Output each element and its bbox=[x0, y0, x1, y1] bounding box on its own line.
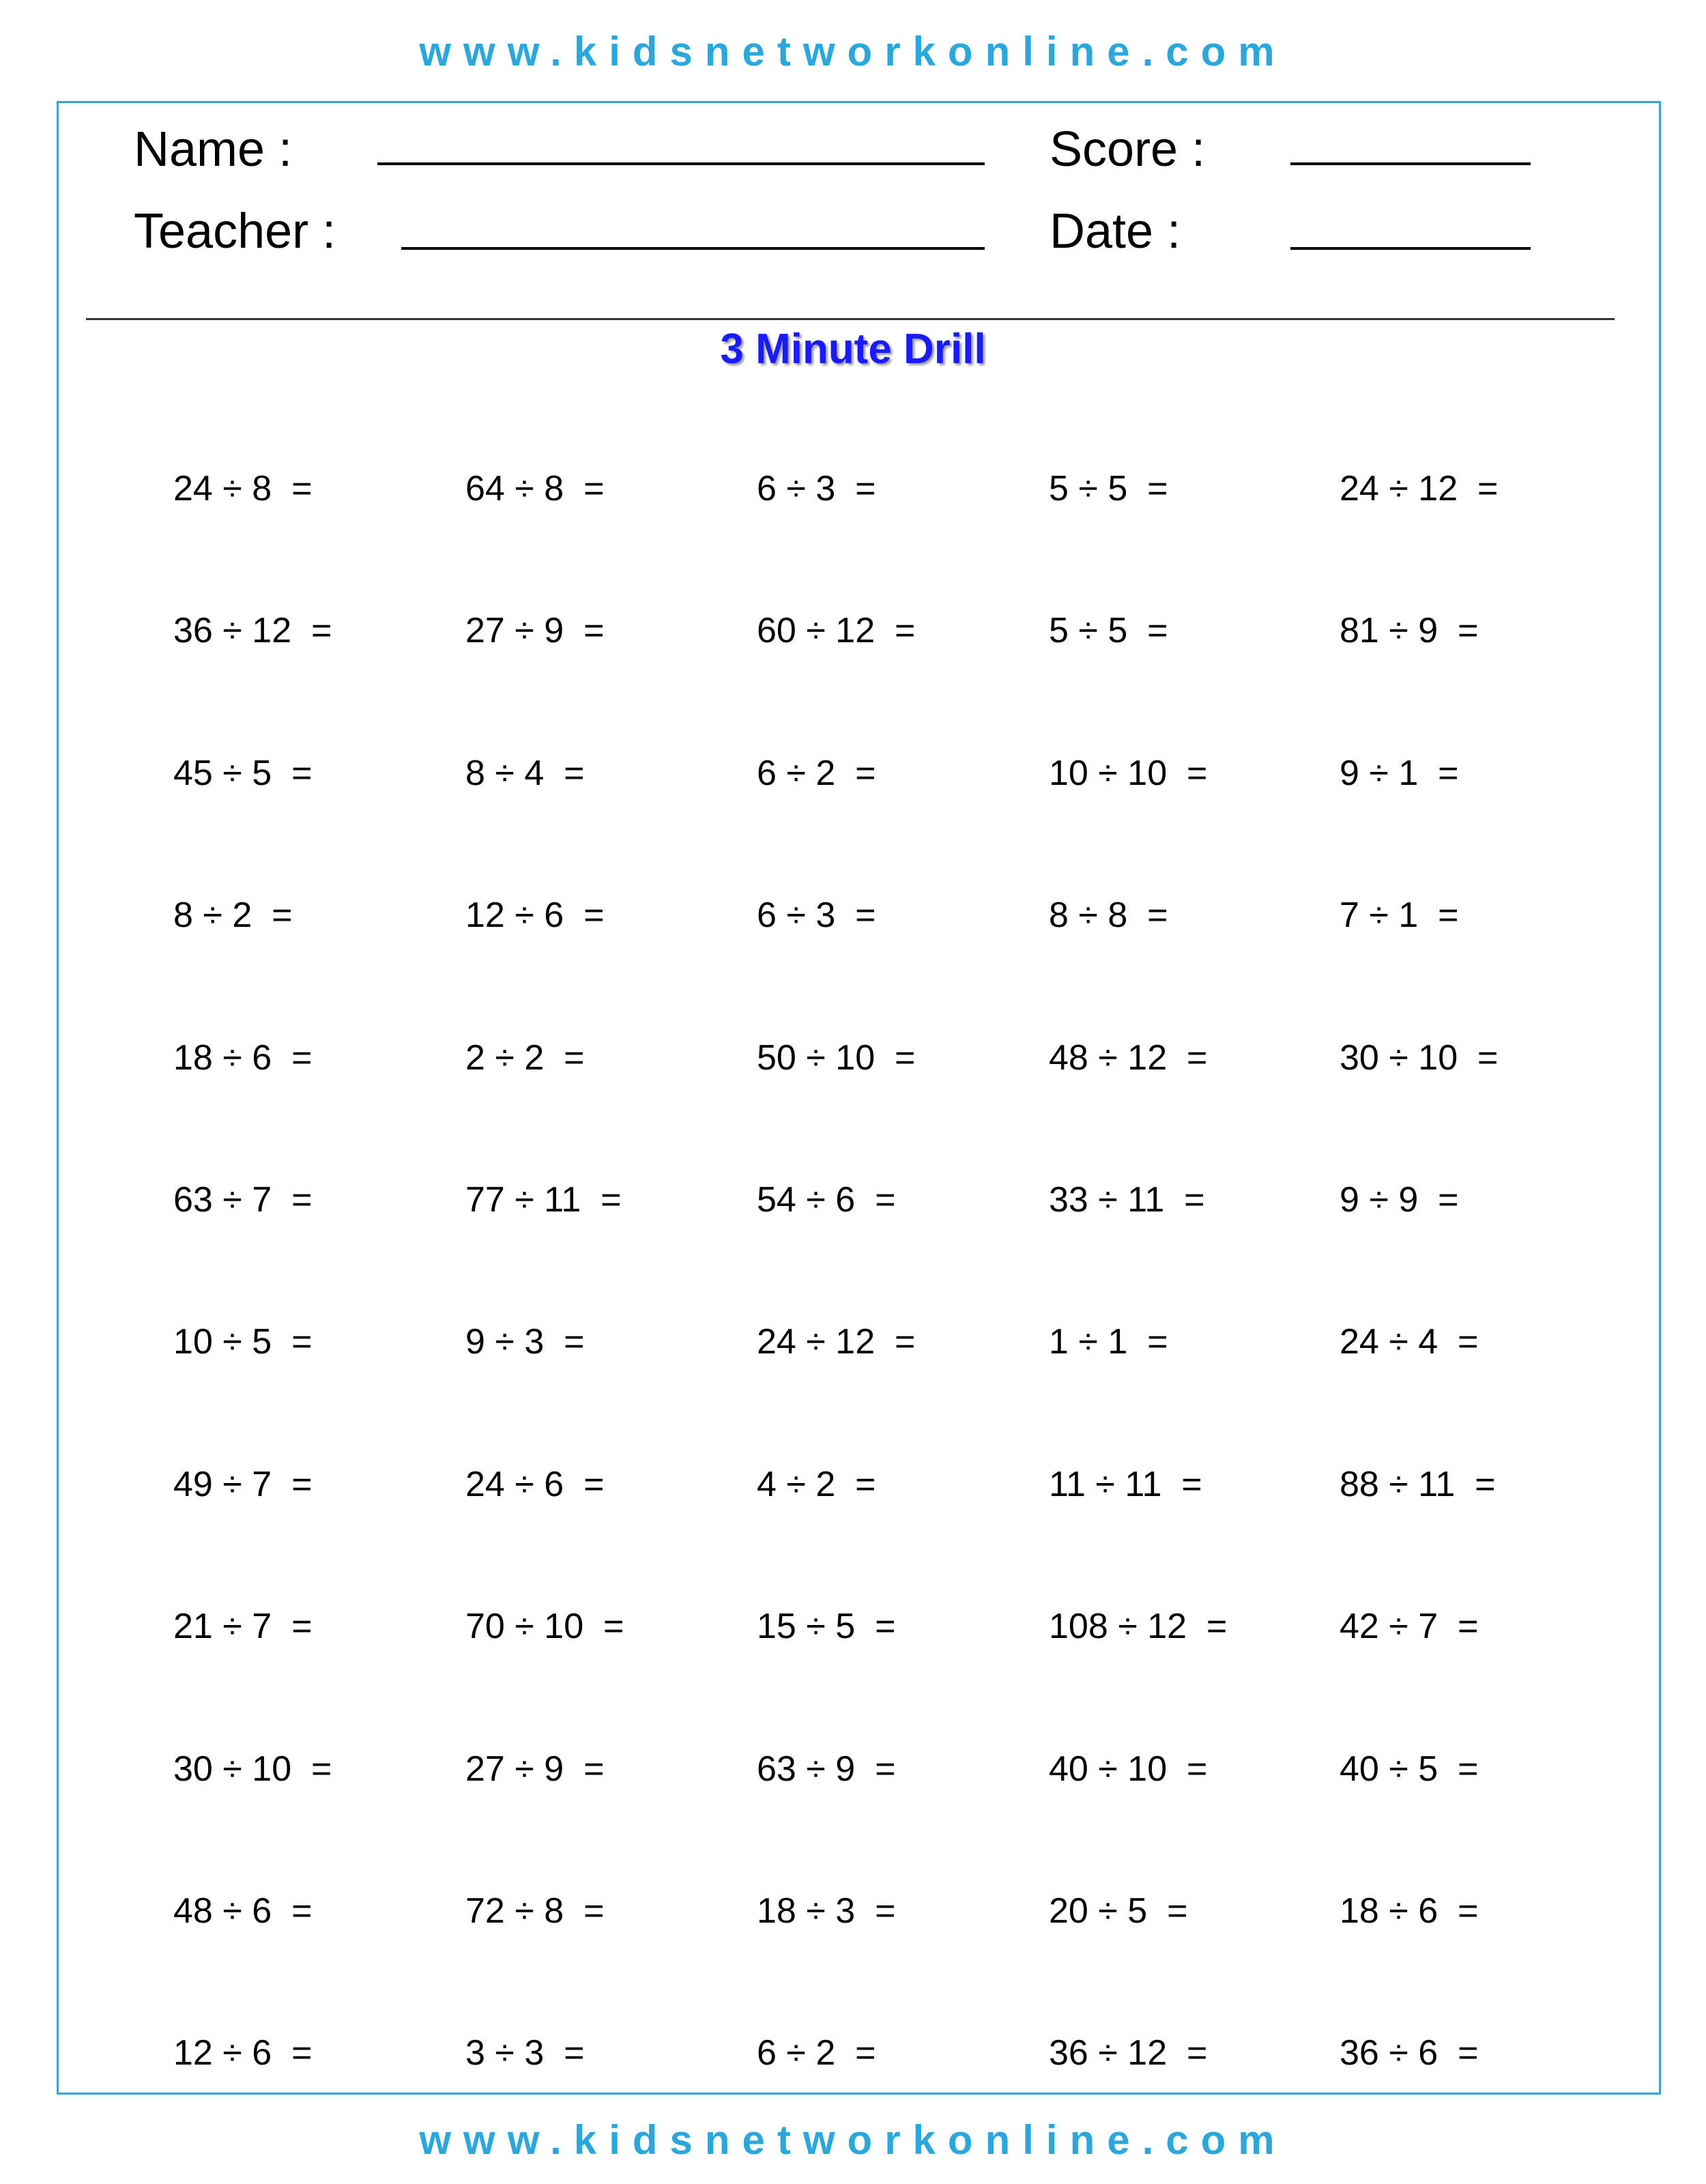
problem-r7-c2: 9 ÷ 3 = bbox=[465, 1322, 585, 1362]
problem-r4-c4: 8 ÷ 8 = bbox=[1049, 895, 1168, 935]
page-title: 3 Minute Drill bbox=[720, 326, 986, 373]
problem-r11-c4: 20 ÷ 5 = bbox=[1049, 1891, 1188, 1931]
problem-r11-c2: 72 ÷ 8 = bbox=[465, 1891, 605, 1931]
problem-r1-c3: 6 ÷ 3 = bbox=[757, 469, 876, 508]
header-divider bbox=[86, 318, 1615, 320]
problem-r8-c1: 49 ÷ 7 = bbox=[173, 1465, 313, 1504]
problem-r6-c3: 54 ÷ 6 = bbox=[757, 1180, 896, 1220]
problem-r6-c4: 33 ÷ 11 = bbox=[1049, 1180, 1205, 1220]
problem-r8-c2: 24 ÷ 6 = bbox=[465, 1465, 605, 1504]
problem-r4-c5: 7 ÷ 1 = bbox=[1340, 895, 1459, 935]
problem-r2-c3: 60 ÷ 12 = bbox=[757, 611, 916, 650]
problem-r12-c3: 6 ÷ 2 = bbox=[757, 2033, 876, 2073]
name-answer-line[interactable] bbox=[377, 162, 985, 165]
problem-r10-c2: 27 ÷ 9 = bbox=[465, 1749, 605, 1789]
problem-r2-c5: 81 ÷ 9 = bbox=[1340, 611, 1479, 650]
name-label: Name : bbox=[134, 122, 293, 177]
problem-r1-c4: 5 ÷ 5 = bbox=[1049, 469, 1168, 508]
problem-r5-c4: 48 ÷ 12 = bbox=[1049, 1038, 1208, 1078]
problem-r8-c3: 4 ÷ 2 = bbox=[757, 1465, 876, 1504]
problem-r9-c2: 70 ÷ 10 = bbox=[465, 1607, 624, 1646]
problem-r10-c5: 40 ÷ 5 = bbox=[1340, 1749, 1479, 1789]
problem-r1-c2: 64 ÷ 8 = bbox=[465, 469, 605, 508]
problem-r9-c1: 21 ÷ 7 = bbox=[173, 1607, 313, 1646]
problem-r8-c5: 88 ÷ 11 = bbox=[1340, 1465, 1496, 1504]
problem-r3-c5: 9 ÷ 1 = bbox=[1340, 753, 1459, 793]
date-label: Date : bbox=[1050, 204, 1181, 259]
problem-r11-c5: 18 ÷ 6 = bbox=[1340, 1891, 1479, 1931]
problem-r7-c4: 1 ÷ 1 = bbox=[1049, 1322, 1168, 1362]
score-label: Score : bbox=[1050, 122, 1206, 177]
problem-r7-c1: 10 ÷ 5 = bbox=[173, 1322, 313, 1362]
problem-r2-c4: 5 ÷ 5 = bbox=[1049, 611, 1168, 650]
problem-r12-c1: 12 ÷ 6 = bbox=[173, 2033, 313, 2073]
problem-r11-c3: 18 ÷ 3 = bbox=[757, 1891, 896, 1931]
problem-r3-c2: 8 ÷ 4 = bbox=[465, 753, 585, 793]
problem-r4-c2: 12 ÷ 6 = bbox=[465, 895, 605, 935]
problem-r11-c1: 48 ÷ 6 = bbox=[173, 1891, 313, 1931]
problem-r7-c5: 24 ÷ 4 = bbox=[1340, 1322, 1479, 1362]
problem-r10-c1: 30 ÷ 10 = bbox=[173, 1749, 332, 1789]
problem-r9-c4: 108 ÷ 12 = bbox=[1049, 1607, 1228, 1646]
problem-r1-c5: 24 ÷ 12 = bbox=[1340, 469, 1499, 508]
problem-r2-c1: 36 ÷ 12 = bbox=[173, 611, 332, 650]
problem-r8-c4: 11 ÷ 11 = bbox=[1049, 1465, 1202, 1504]
problem-r12-c4: 36 ÷ 12 = bbox=[1049, 2033, 1208, 2073]
teacher-answer-line[interactable] bbox=[401, 247, 985, 250]
problem-r4-c3: 6 ÷ 3 = bbox=[757, 895, 876, 935]
worksheet-frame bbox=[57, 101, 1661, 2095]
problem-r12-c5: 36 ÷ 6 = bbox=[1340, 2033, 1479, 2073]
site-url-top[interactable]: www.kidsnetworkonline.com bbox=[419, 29, 1287, 74]
problem-r6-c5: 9 ÷ 9 = bbox=[1340, 1180, 1459, 1220]
score-answer-line[interactable] bbox=[1290, 162, 1531, 165]
problem-r10-c3: 63 ÷ 9 = bbox=[757, 1749, 896, 1789]
problem-r6-c1: 63 ÷ 7 = bbox=[173, 1180, 313, 1220]
problem-r9-c3: 15 ÷ 5 = bbox=[757, 1607, 896, 1646]
problem-r5-c3: 50 ÷ 10 = bbox=[757, 1038, 916, 1078]
problem-r9-c5: 42 ÷ 7 = bbox=[1340, 1607, 1479, 1646]
problem-r12-c2: 3 ÷ 3 = bbox=[465, 2033, 585, 2073]
problem-r3-c3: 6 ÷ 2 = bbox=[757, 753, 876, 793]
problem-r3-c1: 45 ÷ 5 = bbox=[173, 753, 313, 793]
teacher-label: Teacher : bbox=[134, 204, 336, 259]
site-url-bottom[interactable]: www.kidsnetworkonline.com bbox=[419, 2117, 1287, 2163]
date-answer-line[interactable] bbox=[1290, 247, 1531, 250]
problem-r1-c1: 24 ÷ 8 = bbox=[173, 469, 313, 508]
problem-r5-c5: 30 ÷ 10 = bbox=[1340, 1038, 1499, 1078]
problem-r3-c4: 10 ÷ 10 = bbox=[1049, 753, 1208, 793]
problem-r6-c2: 77 ÷ 11 = bbox=[465, 1180, 622, 1220]
problem-r7-c3: 24 ÷ 12 = bbox=[757, 1322, 916, 1362]
problem-r5-c1: 18 ÷ 6 = bbox=[173, 1038, 313, 1078]
problem-r5-c2: 2 ÷ 2 = bbox=[465, 1038, 585, 1078]
problem-r10-c4: 40 ÷ 10 = bbox=[1049, 1749, 1208, 1789]
problem-r2-c2: 27 ÷ 9 = bbox=[465, 611, 605, 650]
problem-r4-c1: 8 ÷ 2 = bbox=[173, 895, 293, 935]
